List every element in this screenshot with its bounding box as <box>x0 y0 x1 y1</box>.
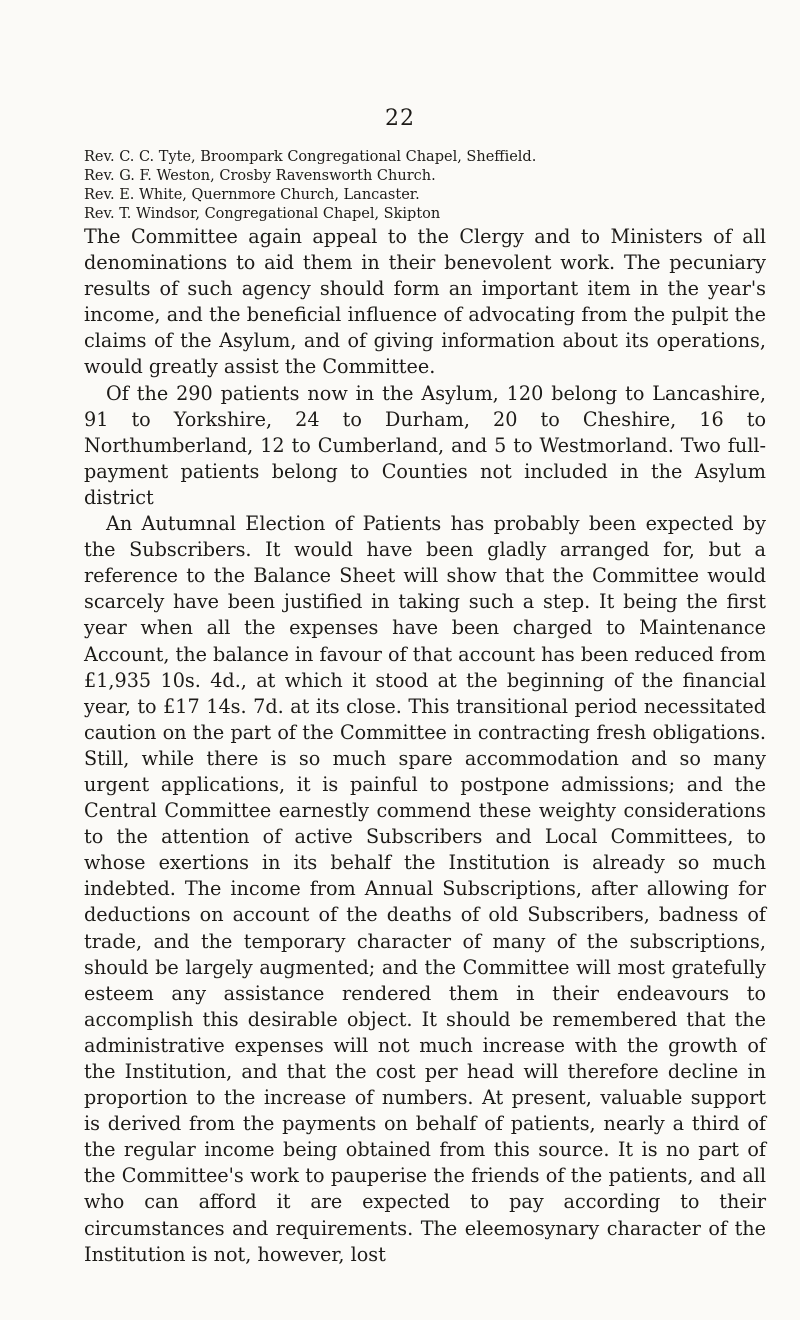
paragraph-patient-counties: Of the 290 patients now in the Asylum, 120 belong to Lancashire, 91 to Yorkshire, 24 to Durham, 20 to Cheshire, 16 to Northumberland, 12 to Cumberland, and 5 to Westmorland. Two full-payment patients belong to Counties not included in the Asylum district <box>84 381 766 509</box>
paragraph-autumnal-election: An Autumnal Election of Patients has probably been expected by the Subscribers. It would have been gladly arranged for, but a reference to the Balance Sheet will show that the Committee would scarcely have been justified in taking such a step. It being the first year when all the expenses have been charged to Maintenance Account, the balance in favour of that account has been reduced from £1,935 10s. 4d., at which it stood at the beginning of the financial year, to £17 14s. 7d. at its close. This transitional period necessitated caution on the part of the Committee in contracting fresh obligations. Still, while there is so much spare accommodation and so many urgent applications, it is painful to postpone admissions; and the Central Committee earnestly commend these weighty considerations to the attention of active Subscribers and Local Committees, to whose exertions in its behalf the Institution is already so much indebted. The income from Annual Subscriptions, after allowing for deductions on account of the deaths of old Subscribers, badness of trade, and the temporary character of many of the subscriptions, should be largely augmented; and the Committee will most gratefully esteem any assistance rendered them in their endeavours to accomplish this desirable object. It should be remembered that the administrative expenses will not much increase with the growth of the Institution, and that the cost per head will therefore decline in proportion to the increase of numbers. At present, valuable support is derived from the payments on behalf of patients, nearly a third of the regular income being obtained from this source. It is no part of the Committee's work to pauperise the friends of the patients, and all who can afford it are expected to pay according to their circumstances and requirements. The eleemosynary character of the Institution is not, however, lost <box>84 512 766 1266</box>
page-number: 22 <box>385 106 415 131</box>
clergy-entry: Rev. E. White, Quernmore Church, Lancaster. <box>84 187 420 203</box>
clergy-entry: Rev. T. Windsor, Congregational Chapel, Skipton <box>84 206 441 222</box>
clergy-entry: Rev. G. F. Weston, Crosby Ravensworth Church. <box>84 168 436 184</box>
body-text <box>84 224 766 1268</box>
clergy-list <box>84 148 764 224</box>
paragraph-clergy-appeal: The Committee again appeal to the Clergy and to Ministers of all denominations to aid them in their benevolent work. The pecuniary results of such agency should form an important item in the year's income, and the beneficial influence of advocating from the pulpit the claims of the Asylum, and of giving information about its operations, would greatly assist the Committee. <box>84 225 766 379</box>
clergy-entry: Rev. C. C. Tyte, Broompark Congregational Chapel, Sheffield. <box>84 149 537 165</box>
